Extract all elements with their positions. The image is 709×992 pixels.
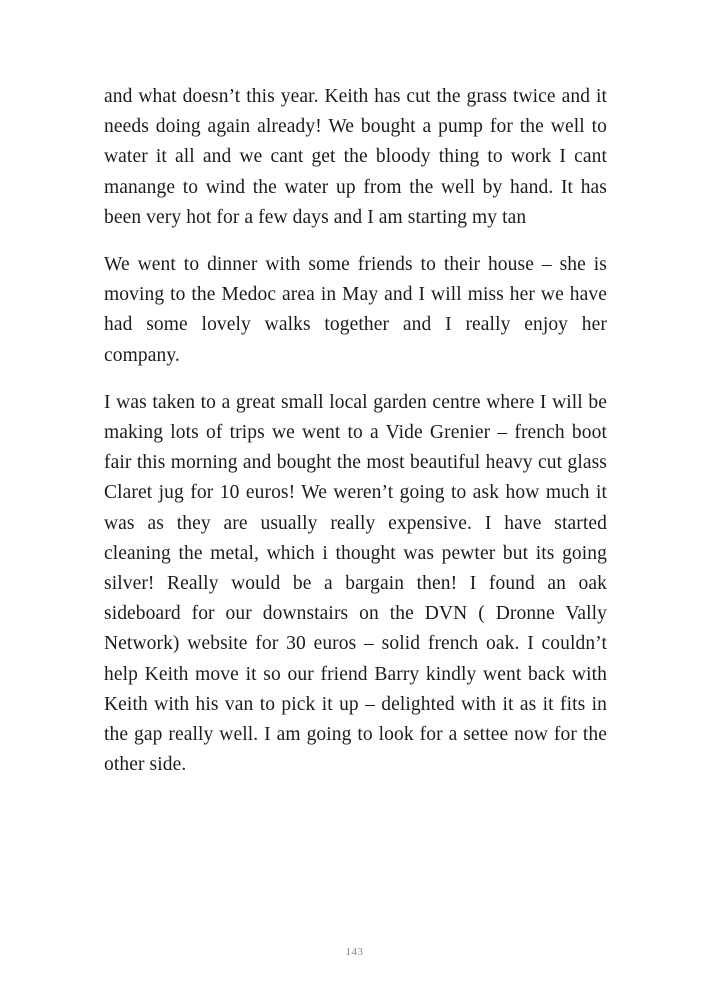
paragraph-2: We went to dinner with some friends to their house – she is moving to the Medoc area in May and I will miss her we have had some lovely walks together and I really enjoy her company. — [104, 254, 607, 366]
paragraph-3: I was taken to a great small local garden centre where I will be making lots of trips we went to a Vide Grenier – french boot fair this morning and bought the most beautiful heavy cut glass Claret jug for 10 euros! We weren’t going to ask how much it was as they are usually really expensive. I have started cleaning the metal, which i thought was pewter but its going silver! Really would be a bargain then! I found an oak sideboard for our downstairs on the DVN ( Dronne Vally Network) website for 30 euros – solid french oak. I couldn’t help Keith move it so our friend Barry kindly went back with Keith with his van to pick it up – delighted with it as it fits in the gap really well. I am going to look for a settee now for the other side. — [104, 391, 607, 776]
page-number: 143 — [345, 946, 364, 958]
page-body-text — [104, 82, 607, 797]
paragraph-1: and what doesn’t this year. Keith has cut the grass twice and it needs doing again already! We bought a pump for the well to water it all and we cant get the bloody thing to work I cant manange to wind the water up from the well by hand. It has been very hot for a few days and I am starting my tan — [104, 86, 607, 228]
